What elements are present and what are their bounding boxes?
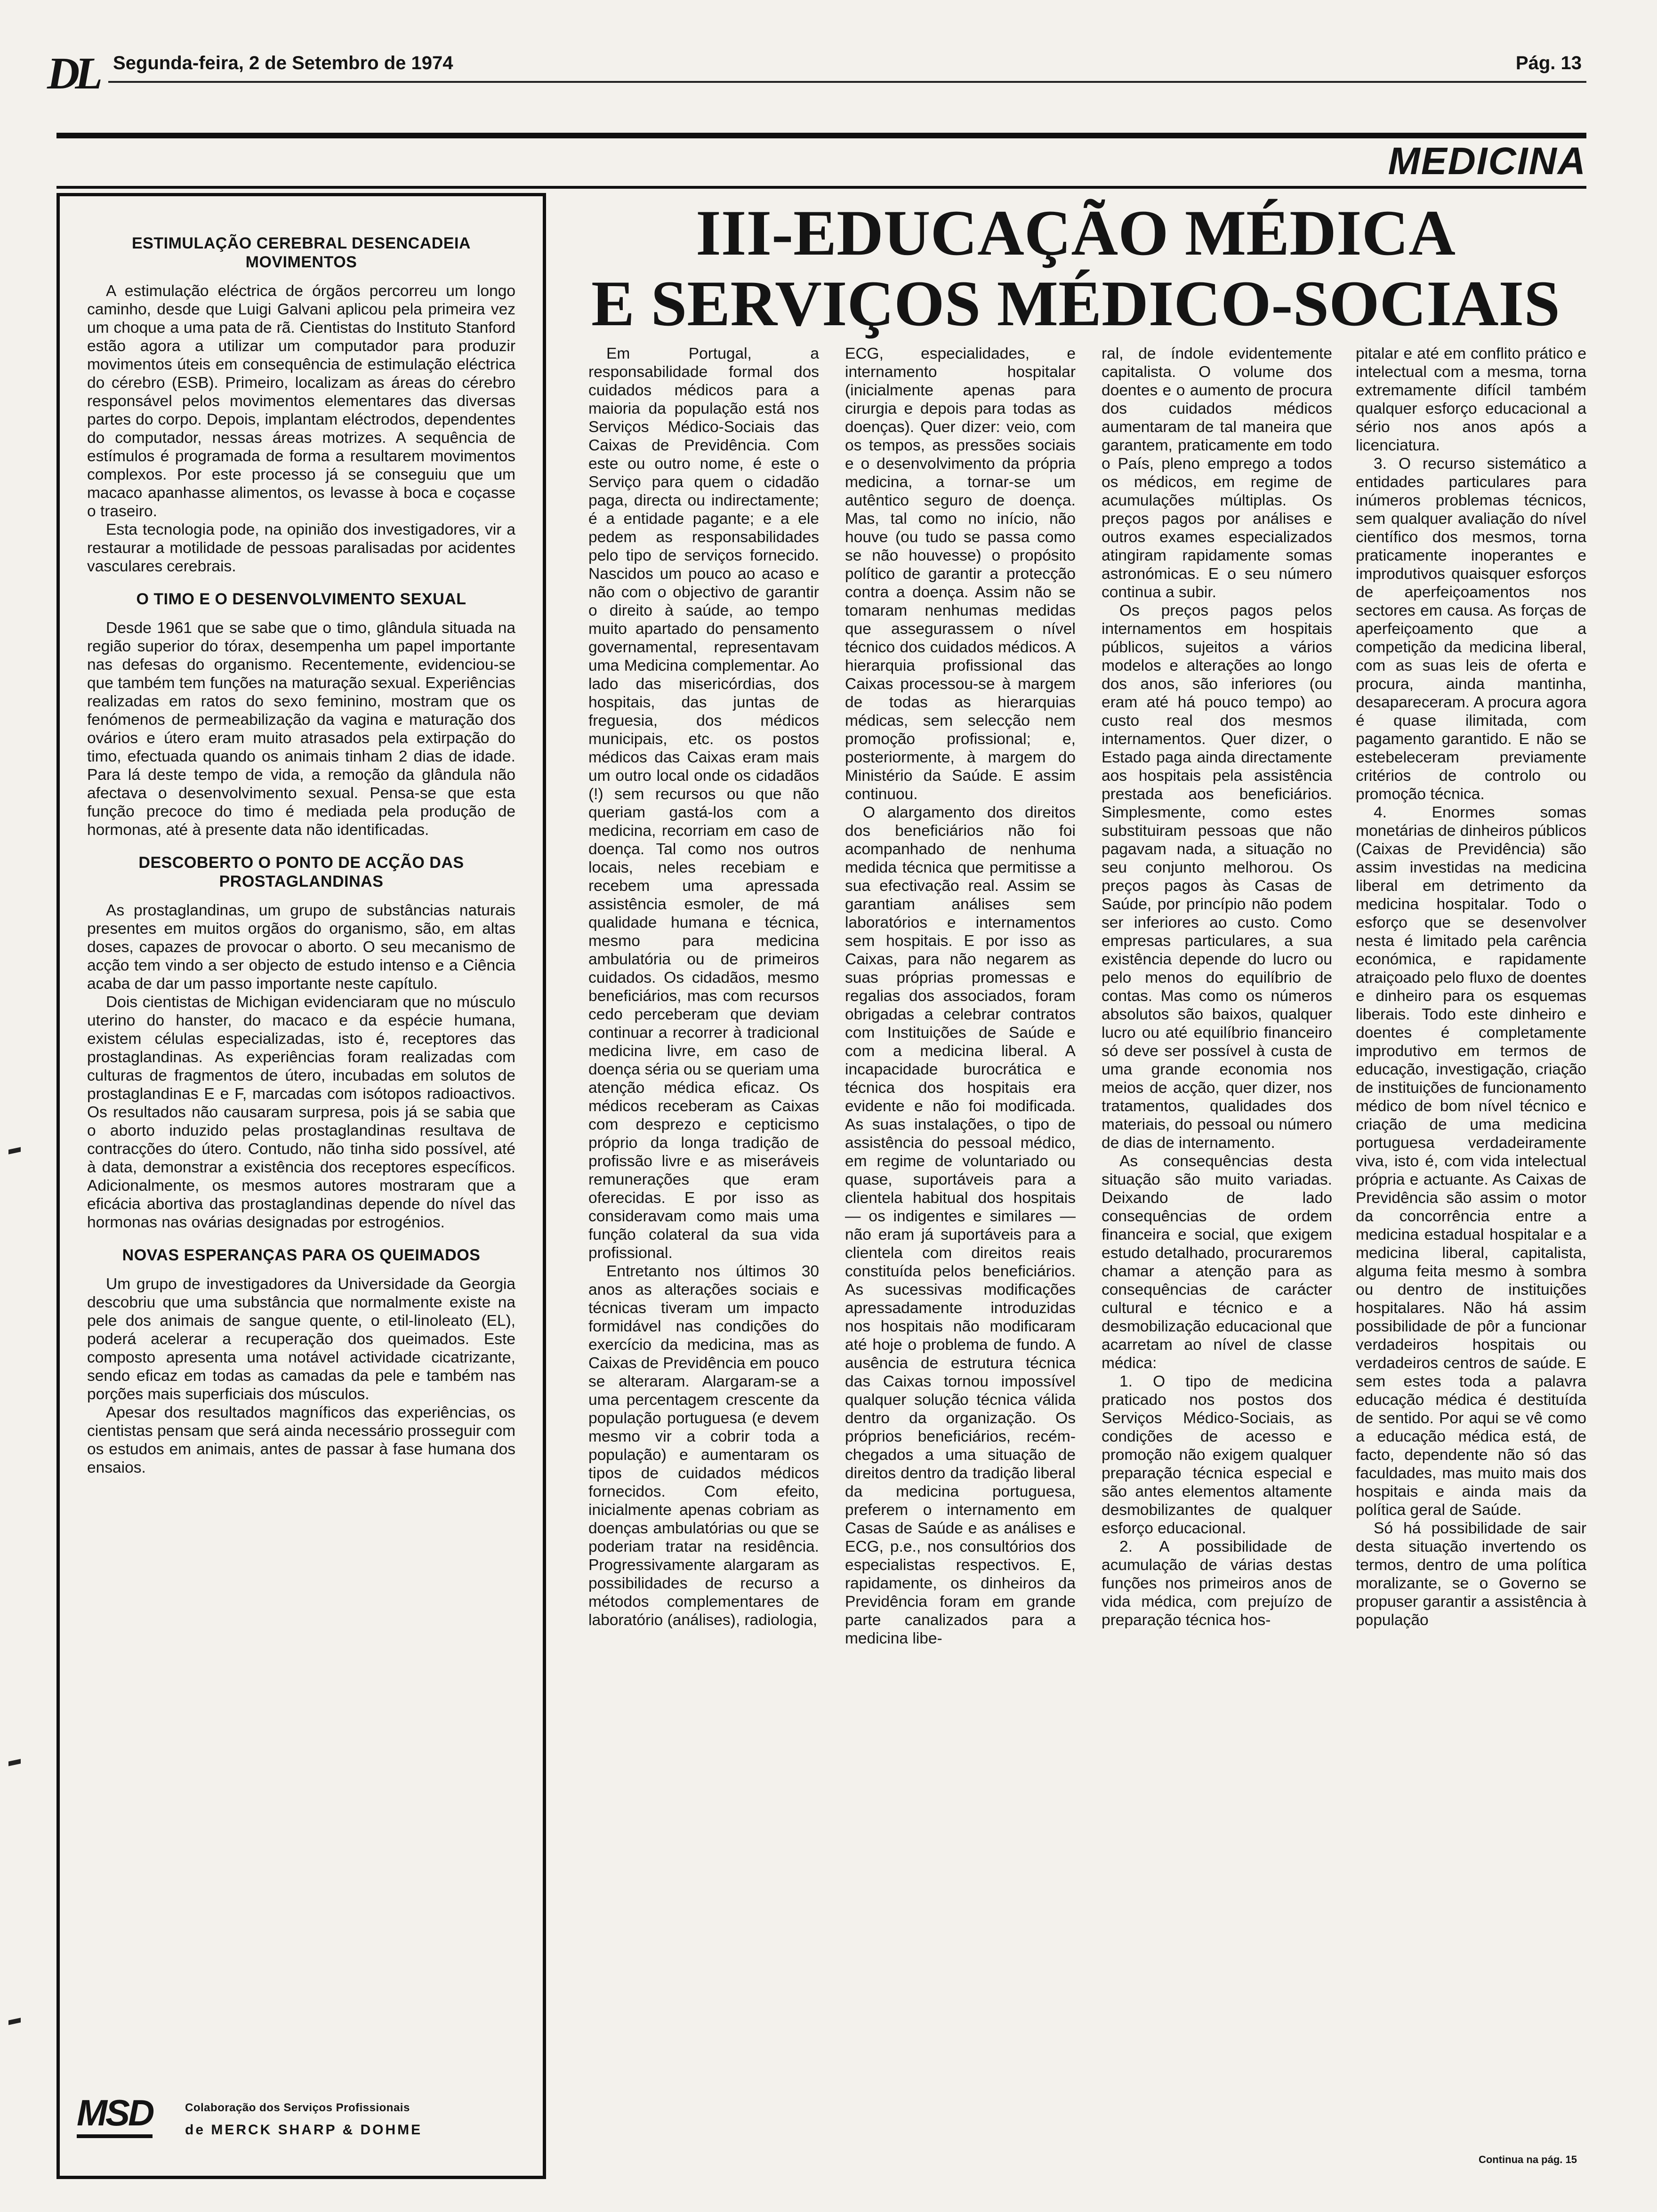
article-paragraph: pitalar e até em conflito prático e intelectual com a mesma, torna extremamente difícil também qualquer esforço educacional a sério nos anos após a licenciatura. (1356, 345, 1586, 454)
article-column (1102, 345, 1332, 2175)
section-bottom-rule (56, 186, 1586, 189)
page-header (47, 38, 1586, 108)
sidebar-paragraph: Um grupo de investigadores da Universidade da Georgia descobriu que uma substância que normalmente existe na pele dos animais de sangue quente, o etil-linoleato (EL), poderá acelerar a recuperação dos queimados. Este composto apresenta uma notável actividade cicatrizante, sendo eficaz em todas as camadas da pele e também nas porções mais superficiais dos músculos. (87, 1275, 515, 1403)
sidebar-paragraph: Dois cientistas de Michigan evidenciaram que no músculo uterino do hanster, do macaco e da espécie humana, existem células especializadas, isto é, receptores das prostaglandinas. As experiências foram realizadas com culturas de fragmentos de útero, incubadas em solutos de prostaglandinas E e F, marcadas com isótopos radioactivos. Os resultados não causaram surpresa, pois já se sabia que o aborto induzido pelas prostaglandinas resultava de contracções do útero. Contudo, não tinha sido possível, até à data, demonstrar a existência dos receptores específicos. Adicionalmente, os mesmos autores mostraram que a eficácia abortiva das prostaglandinas depende do nível das hormonas nas ovárias designadas por estrogénios. (87, 994, 515, 1231)
article-paragraph: As consequências desta situação são muito variadas. Deixando de lado consequências de ordem financeira e social, que exigem estudo detalhado, procuraremos chamar a atenção para as consequências de carácter cultural e técnico e a desmobilização educacional que acarretam ao nível de classe médica: (1102, 1153, 1332, 1372)
sidebar-paragraph: A estimulação eléctrica de órgãos percorreu um longo caminho, desde que Luigi Galvani aplicou pela primeira vez um choque a uma pata de rã. Cientistas do Instituto Stanford estão agora a utilizar um computador para produzir movimentos úteis em consequência de estimulação eléctrica do cérebro (ESB). Primeiro, localizam as áreas do cérebro responsável pelos movimentos elementares das diversas partes do corpo. Depois, implantam eléctrodos, dependentes do computador, nessas áreas motrizes. A sequência de estímulos é programada de forma a resultarem movimentos complexos. Por este processo já se conseguiu que um macaco apanhasse alimentos, os levasse à boca e coçasse o traseiro. (87, 282, 515, 520)
article-body (588, 345, 1586, 2180)
margin-mark (8, 1147, 21, 1154)
article-paragraph: 4. Enormes somas monetárias de dinheiros públicos (Caixas de Previdência) são assim investidas na medicina liberal em detrimento da medicina hospitalar. Todo o esforço que se desenvolver nesta é limitado pela carência económica, e rapidamente atraiçoado pelo fluxo de doentes e dinheiro para os esquemas liberais. Todo este dinheiro e doentes é completamente improdutivo em termos de educação, investigação, criação de instituições de funcionamento médico de bom nível técnico e criação de uma medicina portuguesa verdadeiramente viva, isto é, com vida intelectual própria e actuante. As Caixas de Previdência são assim o motor da concorrência entre a medicina estadual hospitalar e a medicina liberal, capitalista, alguma feita mesmo à sombra ou dentro de instituições hospitalares. Não há assim possibilidade de pôr a funcionar verdadeiros hospitais ou verdadeiros centros de saúde. E sem estes toda a palavra educação médica é destituída de sentido. Por aqui se vê como a educação médica está, de facto, dependente não só das faculdades, mas muito mais dos hospitais e ainda mais da política geral de Saúde. (1356, 804, 1586, 1519)
sidebar-heading: ESTIMULAÇÃO CEREBRAL DESENCADEIA MOVIMENTOS (132, 234, 471, 271)
newspaper-logo: DL (47, 48, 98, 98)
sponsor-credit (77, 2091, 529, 2152)
article-paragraph: Só há possibilidade de sair desta situação invertendo os termos, dentro de uma política moralizante, se o Governo se propuser garantir a assistência à população (1356, 1520, 1586, 1629)
headline-line: III-EDUCAÇÃO MÉDICA (696, 197, 1456, 269)
sidebar-paragraph: Apesar dos resultados magníficos das experiências, os cientistas pensam que será ainda necessário prosseguir com os estudos em animais, antes de passar à fase humana dos ensaios. (87, 1404, 515, 1476)
article-paragraph: O alargamento dos direitos dos beneficiários não foi acompanhado de nenhuma medida técnica que permitisse a sua efectivação real. Assim se garantiam análises sem laboratórios e internamentos sem hospitais. E por isso as Caixas, para não negarem as suas próprias promessas e regalias dos associados, foram obrigadas a celebrar contratos com Instituições de Saúde e com a medicina liberal. A incapacidade burocrática e técnica dos hospitais era evidente e não foi modificada. As suas instalações, o tipo de assistência do pessoal médico, em regime de voluntariado ou quase, suportáveis para a clientela habitual dos hospitais — os indigentes e similares — não eram já suportáveis para a clientela com direitos reais constituída pelos beneficiários. As sucessivas modificações apressadamente introduzidas nos hospitais não modificaram até hoje o problema de fundo. A ausência de estrutura técnica das Caixas tornou impossível qualquer solução técnica válida dentro da organização. Os próprios beneficiários, recém-chegados a uma situação de direitos dentro da tradição liberal da medicina portuguesa, preferem o internamento em Casas de Saúde e as análises e ECG, p.e., nos consultórios dos especialistas respectivos. E, rapidamente, os dinheiros da Previdência foram em grande parte canalizados para a medicina libe- (845, 804, 1076, 1647)
article-column (588, 345, 819, 2175)
article-paragraph: Entretanto nos últimos 30 anos as alterações sociais e técnicas tiveram um impacto formidável nas condições do exercício da medicina, mas as Caixas de Previdência em pouco se alteraram. Alargaram-se a uma percentagem crescente da população portuguesa (e devem mesmo vir a cobrir toda a população) e aumentaram os tipos de cuidados médicos fornecidos. Com efeito, inicialmente apenas cobriam as doenças ambulatórias ou que se poderiam tratar na residência. Progressivamente alargaram as possibilidades de recurso a métodos complementares de laboratório (análises), radiologia, (588, 1263, 819, 1629)
issue-date: Segunda-feira, 2 de Setembro de 1974 (113, 53, 453, 73)
article-headline (584, 198, 1568, 339)
science-news-sidebar (56, 193, 546, 2179)
article-paragraph: Os preços pagos pelos internamentos em hospitais públicos, sujeitos a vários modelos e alterações ao longo dos anos, são inferiores (ou eram até há pouco tempo) ao custo real dos mesmos internamentos. Quer dizer, o Estado paga ainda directamente aos hospitais pela assistência prestada aos beneficiários. Simplesmente, como estes substituiram pessoas que não pagavam nada, a situação no seu conjunto melhorou. Os preços pagos às Casas de Saúde, por princípio não podem ser inferiores ao custo. Como empresas particulares, a sua existência depende do lucro ou pelo menos do equilíbrio de contas. Mas como os números absolutos são baixos, qualquer lucro ou até equilíbrio financeiro só deve ser possível à custa de uma grande economia nos meios de acção, quer dizer, nos tratamentos, qualidades dos materiais, do pessoal ou número de dias de internamento. (1102, 602, 1332, 1152)
sidebar-paragraph: As prostaglandinas, um grupo de substâncias naturais presentes em muitos orgãos do organismo, são, em altas doses, capazes de provocar o aborto. O seu mecanismo de acção tem vindo a ser objecto de estudo intenso e a Ciência acaba de dar um passo importante neste capítulo. (87, 902, 515, 993)
margin-mark (8, 1759, 21, 1766)
sidebar-heading: NOVAS ESPERANÇAS PARA OS QUEIMADOS (122, 1246, 481, 1264)
article-column (1356, 345, 1586, 2175)
article-paragraph: 1. O tipo de medicina praticado nos postos dos Serviços Médico-Sociais, as condições de acesso e promoção não exigem qualquer preparação técnica especial e são antes elementos altamente desmobilizantes de qualquer esforço educacional. (1102, 1373, 1332, 1537)
header-rule (108, 81, 1586, 83)
article-paragraph: ral, de índole evidentemente capitalista. O volume dos doentes e o aumento de procura dos cuidados médicos aumentaram de tal maneira que garantem, praticamente em todo o País, pleno emprego a todos os médicos, em regime de acumulações múltiplas. Os preços pagos por análises e outros exames especializados atingiram rapidamente somas astronómicas. E o seu número continua a subir. (1102, 345, 1332, 601)
sidebar-paragraph: Desde 1961 que se sabe que o timo, glândula situada na região superior do tórax, desempenha um papel importante nas defesas do organismo. Recentemente, evidenciou-se que também tem funções na maturação sexual. Experiências realizadas em ratos do sexo feminino, mostram que os fenómenos de permeabilização da vagina e maturação dos ovários e útero eram muito atrasados pela extirpação do timo, efectuada quando os animais tinham 2 dias de idade. Para lá deste tempo de vida, a remoção da glândula não afectava o desenvolvimento sexual. Pensa-se que esta função precoce do timo é mediada pela produção de hormonas, até à presente data não identificadas. (87, 619, 515, 839)
headline-line: E SERVIÇOS MÉDICO-SOCIAIS (591, 267, 1560, 339)
msd-logo: MSD (77, 2094, 153, 2138)
article-paragraph: 2. A possibilidade de acumulação de várias destas funções nos primeiros anos de vida médica, com prejuízo de preparação técnica hos- (1102, 1538, 1332, 1629)
page-number: Pág. 13 (1515, 53, 1582, 73)
sidebar-heading: O TIMO E O DESENVOLVIMENTO SEXUAL (136, 590, 467, 608)
sponsor-line: Colaboração dos Serviços Profissionais (185, 2101, 410, 2114)
sponsor-name: de MERCK SHARP & DOHME (185, 2122, 423, 2138)
sidebar-heading: DESCOBERTO O PONTO DE ACÇÃO DAS PROSTAGLANDINAS (138, 854, 464, 890)
article-column (845, 345, 1076, 2175)
article-paragraph: Em Portugal, a responsabilidade formal dos cuidados médicos para a maioria da população está nos Serviços Médico-Sociais das Caixas de Previdência. Com este ou outro nome, é este o Serviço para quem o cidadão paga, directa ou indirectamente; é a entidade pagante; e a ele pedem as responsabilidades pelo tipo de serviços fornecido. Nascidos um pouco ao acaso e não com o objectivo de garantir o direito à saúde, ao tempo muito apartado do pensamento governamental, representavam uma Medicina complementar. Ao lado das misericórdias, dos hospitais, das juntas de freguesia, dos médicos municipais, etc. os postos médicos das Caixas eram mais um outro local onde os cidadãos (!) sem recursos ou que não queriam gastá-los com a medicina, recorriam em caso de doença. Tal como nos outros locais, neles recebiam e recebem uma apressada assistência esmoler, de má qualidade humana e técnica, mesmo para medicina ambulatória ou de primeiros cuidados. Os cidadãos, mesmo beneficiários, mas com recursos cedo perceberam que deviam continuar a recorrer à tradicional medicina livre, em caso de doença séria ou se queriam uma atenção médica eficaz. Os médicos receberam as Caixas com desprezo e cepticismo próprio da longa tradição de profissão livre e as miseráveis remunerações que eram oferecidas. E por isso as consideravam como mais uma função colateral da sua vida profissional. (588, 345, 819, 1262)
article-paragraph: ECG, especialidades, e internamento hospitalar (inicialmente apenas para cirurgia e depois para todas as doenças). Quer dizer: veio, com os tempos, as pressões sociais e o desenvolvimento da própria medicina, a tornar-se um autêntico seguro de doença. Mas, tal como no início, não houve (ou tudo se passa como se não houvesse) o propósito político de garantir a protecção contra a doença. Assim não se tomaram nenhumas medidas que assegurassem o nível técnico dos cuidados médicos. A hierarquia profissional das Caixas processou-se à margem de todas as hierarquias médicas, sem selecção nem promoção profissional; e, posteriormente, à margem do Ministério da Saúde. E assim continuou. (845, 345, 1076, 803)
article-paragraph: 3. O recurso sistemático a entidades particulares para inúmeros problemas técnicos, sem qualquer avaliação do nível científico dos mesmos, torna praticamente inoperantes e improdutivos quaisquer esforços de aperfeiçoamentos nos sectores em causa. As forças de aperfeiçoamento que a competição da medicina liberal, com as suas leis de oferta e procura, ainda mantinha, desapareceram. A procura agora é quase ilimitada, com pagamento garantido. E não se estebeleceram previamente critérios de controlo ou promoção técnica. (1356, 455, 1586, 803)
section-top-rule (56, 133, 1586, 138)
continued-note: Continua na pág. 15 (1478, 2154, 1577, 2165)
sidebar-paragraph: Esta tecnologia pode, na opinião dos investigadores, vir a restaurar a motilidade de pessoas paralisadas por acidentes vasculares cerebrais. (87, 521, 515, 575)
margin-mark (8, 2018, 21, 2025)
section-title: MEDICINA (1388, 140, 1586, 183)
